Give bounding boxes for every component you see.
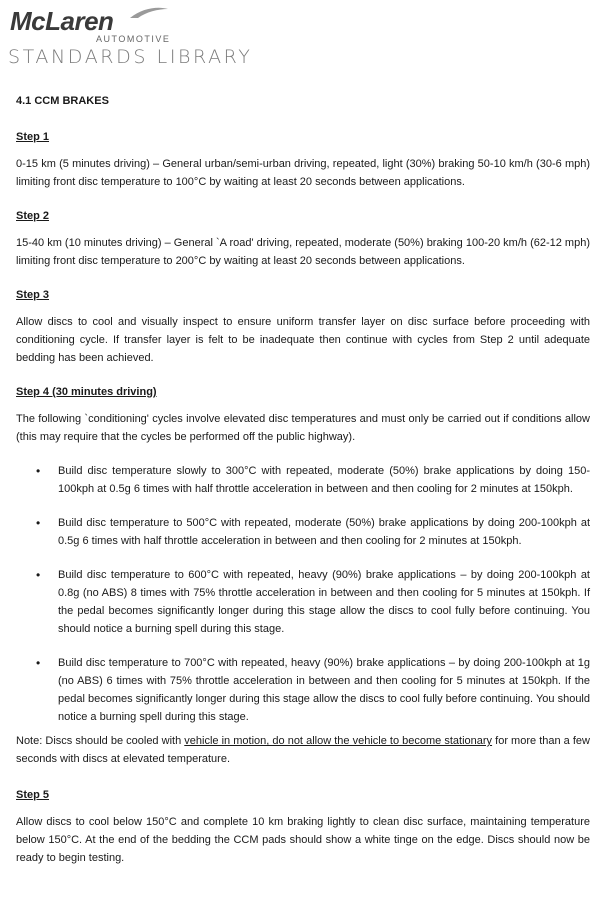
list-item	[16, 566, 590, 638]
step-2-text: 15-40 km (10 minutes driving) – General `A road' driving, repeated, moderate (50%) braking 100-20 km/h (62-12 mph) limiting front disc temperature to 200°C by waiting at least 20 seconds between applications.	[16, 237, 590, 267]
brand-subtitle: AUTOMOTIVE	[96, 34, 171, 44]
list-item-text: Build disc temperature to 500°C with repeated, moderate (50%) brake applications by doing 200-100kph at 0.5g 6 times with half throttle acceleration in between and then cooling for 2 minutes at 150kph.	[58, 517, 590, 547]
note-prefix: Note: Discs should be cooled with	[16, 735, 185, 747]
step-2-heading: Step 2	[16, 210, 50, 222]
step-3-heading: Step 3	[16, 289, 50, 301]
step-5-heading: Step 5	[16, 789, 50, 801]
list-item	[16, 514, 590, 550]
note-suffix: for more than a few seconds with discs at elevated temperature.	[16, 735, 590, 765]
mclaren-logo	[10, 4, 180, 44]
bullet-icon: •	[36, 464, 41, 478]
step-1-heading: Step 1	[16, 131, 50, 143]
bullet-icon: •	[36, 516, 41, 530]
document-header	[0, 0, 600, 80]
step-3-text: Allow discs to cool and visually inspect to ensure uniform transfer layer on disc surface before proceeding with conditioning cycle. If transfer layer is felt to be inadequate then continue with cycles from Step 2 until adequate bedding has been achieved.	[16, 316, 590, 364]
step-1-text: 0-15 km (5 minutes driving) – General urban/semi-urban driving, repeated, light (30%) braking 50-10 km/h (30-6 mph) limiting front disc temperature to 100°C by waiting at least 20 seconds between applications.	[16, 158, 590, 188]
document-body	[16, 92, 590, 883]
list-item-text: Build disc temperature to 700°C with repeated, heavy (90%) brake applications – by doing 200-100kph at 1g (no ABS) 6 times with 75% throttle acceleration in between and then cooling for 5 minutes at 150kph. If the pedal becomes significantly longer during this stage allow the discs to cool fully before continuing. You should notice a burning spell during this stage.	[58, 657, 590, 723]
step-4-heading: Step 4 (30 minutes driving)	[16, 386, 157, 398]
list-item	[16, 654, 590, 726]
step-4-text: The following `conditioning' cycles involve elevated disc temperatures and must only be carried out if conditions allow (this may require that the cycles be performed off the public highway).	[16, 413, 590, 443]
bullet-icon: •	[36, 568, 41, 582]
swoosh-icon	[128, 6, 170, 20]
step-4-bullet-list	[16, 462, 590, 726]
cooling-note	[16, 732, 590, 768]
section-title: 4.1 CCM BRAKES	[16, 95, 109, 107]
step-5-text: Allow discs to cool below 150°C and complete 10 km braking lightly to clean disc surface, maintaining temperature below 150°C. At the end of the bedding the CCM pads should show a white tinge on the edge. Discs should now be ready to begin testing.	[16, 816, 590, 864]
list-item	[16, 462, 590, 498]
brand-wordmark: McLaren	[10, 6, 114, 36]
bullet-icon: •	[36, 656, 41, 670]
library-title: STANDARDS LIBRARY	[8, 46, 253, 68]
list-item-text: Build disc temperature slowly to 300°C with repeated, moderate (50%) brake applications by doing 150-100kph at 0.5g 6 times with half throttle acceleration in between and then cooling for 2 minutes at 150kph.	[58, 465, 590, 495]
list-item-text: Build disc temperature to 600°C with repeated, heavy (90%) brake applications – by doing 200-100kph at 0.8g (no ABS) 8 times with 75% throttle acceleration in between and then cooling for 5 minutes at 150kph. If the pedal becomes significantly longer during this stage allow the discs to cool fully before continuing. You should notice a burning spell during this stage.	[58, 569, 590, 635]
note-underlined-text: vehicle in motion, do not allow the vehicle to become stationary	[184, 735, 493, 747]
